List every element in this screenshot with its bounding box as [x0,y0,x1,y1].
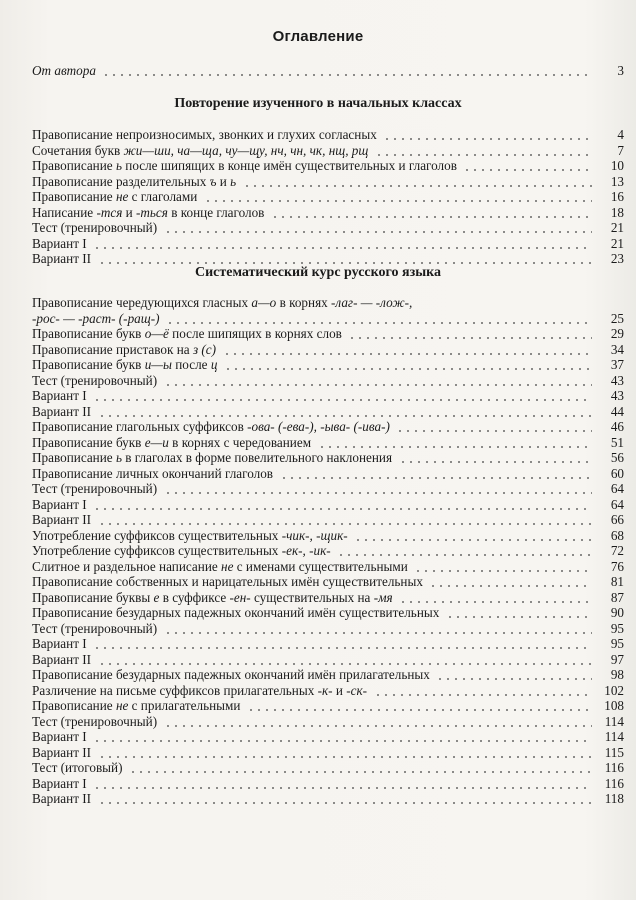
toc-page-number: 64 [610,481,624,496]
toc-page-number: 44 [610,404,624,419]
toc-entry[interactable] [32,728,626,745]
page-title: Оглавление [272,28,364,45]
dot-leader [164,492,592,494]
toc-entry-label: Вариант II [32,745,92,760]
toc-entry-label: Правописание букв о—ё после шипящих в корнях слов [32,326,342,341]
toc-page-number: 72 [610,543,624,558]
section-heading: Повторение изученного в начальных классах [174,96,462,111]
dot-leader [164,231,592,233]
toc-entry-label: Тест (тренировочный) [32,220,158,235]
toc-page-number: 64 [610,497,624,512]
toc-page-number: 37 [610,357,624,372]
toc-entry-label: Правописание личных окончаний глаголов [32,466,274,481]
toc-entry-label: Правописание чередующихся гласных а—о в корнях -лаг- — -лож-, [32,295,413,310]
toc-page-number: 7 [617,143,624,158]
dot-leader [399,601,592,603]
toc-entry[interactable] [32,449,626,466]
toc-entry-label: Сочетания букв жи—ши, ча—ща, чу—щу, нч, чн, чк, нщ, рщ [32,143,369,158]
toc-entry-label: Вариант I [32,236,87,251]
toc-page-number: 60 [610,466,624,481]
dot-leader [93,787,592,789]
toc-entry-label: Вариант II [32,791,92,806]
dot-leader [224,368,592,370]
toc-entry-label: Вариант I [32,388,87,403]
toc-entry-label: Тест (тренировочный) [32,373,158,388]
toc-entry[interactable] [32,604,626,621]
toc-entry[interactable] [32,542,626,559]
toc-page-number: 90 [610,605,624,620]
toc-entry[interactable] [32,635,626,652]
toc-page-number: 23 [610,251,624,266]
toc-page-number: 114 [604,714,624,729]
toc-entry-label: Вариант II [32,404,92,419]
dot-leader [164,384,592,386]
dot-leader [93,740,592,742]
dot-leader [164,725,592,727]
toc-entry-label: Правописание букв е—и в корнях с чередованием [32,435,312,450]
section-heading: Систематический курс русского языка [194,265,442,280]
toc-entry-label: Вариант II [32,251,92,266]
toc-entry-label: Правописание ь после шипящих в конце имён существительных и глаголов [32,158,457,173]
toc-entry[interactable] [32,157,626,174]
toc-page-number: 76 [610,559,624,574]
dot-leader [164,632,592,634]
toc-entry[interactable] [32,666,626,683]
toc-page-number: 114 [604,729,624,744]
toc-entry[interactable] [32,790,626,807]
toc-entry-label: От автора [32,63,96,78]
dot-leader [414,570,592,572]
dot-leader [280,477,592,479]
dot-leader [98,802,592,804]
toc-entry[interactable] [32,697,626,714]
toc-entry[interactable] [32,356,626,373]
toc-entry-label: Правописание непроизносимых, звонких и глухих согласных [32,127,377,142]
toc-entry[interactable] [32,573,626,590]
dot-leader [429,585,592,587]
toc-page-number: 25 [610,311,624,326]
dot-leader [102,74,592,76]
toc-page-number: 21 [610,236,624,251]
toc-page-number: 46 [610,419,624,434]
dot-leader [463,169,592,171]
dot-leader [375,154,592,156]
toc-page-number: 4 [617,127,624,142]
toc-page-number: 68 [610,528,624,543]
toc-entry-label: Правописание безударных падежных окончаний имён прилагательных [32,667,430,682]
toc-entry-label: Правописание букв и—ы после ц [32,357,218,372]
toc-page-number: 87 [610,590,624,605]
dot-leader [93,399,592,401]
toc-entry[interactable] [32,294,626,311]
toc-entry-label: Правописание глагольных суффиксов -ова- (-ева-), -ыва- (-ива-) [32,419,390,434]
toc-entry-label: Употребление суффиксов существительных -чик-, -щик- [32,528,348,543]
toc-entry-label: Правописание собственных и нарицательных имён существительных [32,574,423,589]
toc-page-number: 118 [604,791,624,806]
dot-leader [93,508,592,510]
toc-entry-label: Правописание разделительных ъ и ь [32,174,237,189]
dot-leader [374,694,592,696]
dot-leader [271,216,592,218]
toc-page-number: 43 [610,388,624,403]
toc-entry[interactable] [32,387,626,404]
toc-page-number: 29 [610,326,624,341]
toc-entry-label: Правописание не с глаголами [32,189,198,204]
toc-page-number: 66 [610,512,624,527]
toc-page-number: 81 [610,574,624,589]
toc-entry-label: Вариант II [32,512,92,527]
toc-entry[interactable] [32,759,626,776]
dot-leader [98,663,592,665]
toc-page-number: 115 [604,745,624,760]
toc-page-number: 10 [610,158,624,173]
dot-leader [98,523,592,525]
dot-leader [396,430,592,432]
dot-leader [98,415,592,417]
toc-entry[interactable] [32,325,626,342]
toc-entry-label: Различение на письме суффиксов прилагательных -к- и -ск- [32,683,368,698]
toc-page-number: 18 [610,205,624,220]
dot-leader [446,616,592,618]
toc-entry-label: Вариант II [32,652,92,667]
toc-entry[interactable] [32,480,626,497]
dot-leader [204,200,592,202]
toc-entry-label: Правописание безударных падежных окончаний имён существительных [32,605,440,620]
dot-leader [318,446,592,448]
toc-entry[interactable] [32,188,626,205]
toc-entry[interactable] [32,511,626,528]
toc-page-number: 98 [610,667,624,682]
toc-page-number: 3 [617,63,624,78]
toc-page-number: 21 [610,220,624,235]
toc-page-number: 108 [604,698,624,713]
toc-entry-label: Вариант I [32,497,87,512]
toc-page-number: 97 [610,652,624,667]
toc-page-number: 116 [604,760,624,775]
toc-page-number: 116 [604,776,624,791]
toc-entry[interactable] [32,219,626,236]
toc-entry-intro[interactable] [32,62,626,79]
dot-leader [98,756,592,758]
dot-leader [383,138,592,140]
toc-entry-label: Правописание буквы е в суффиксе -ен- существительных на -мя [32,590,393,605]
toc-entry-label: Слитное и раздельное написание не с именами существительными [32,559,408,574]
toc-entry-label: Вариант I [32,776,87,791]
toc-page-number: 16 [610,189,624,204]
toc-entry-label: Тест (тренировочный) [32,621,158,636]
dot-leader [93,247,592,249]
toc-page-number: 95 [610,636,624,651]
toc-entry-label: Тест (итоговый) [32,760,123,775]
toc-page-number: 13 [610,174,624,189]
dot-leader [166,322,592,324]
dot-leader [399,461,592,463]
toc-entry-label: Вариант I [32,729,87,744]
toc-entry-label: Правописание приставок на з (с) [32,342,217,357]
toc-page-number: 34 [610,342,624,357]
toc-page-number: 102 [604,683,624,698]
toc-entry-label: Вариант I [32,636,87,651]
dot-leader [337,554,592,556]
toc-entry-label: Тест (тренировочный) [32,714,158,729]
dot-leader [93,647,592,649]
toc-entry-label: Тест (тренировочный) [32,481,158,496]
toc-entry-label: Правописание ь в глаголах в форме повелительного наклонения [32,450,393,465]
dot-leader [354,539,592,541]
dot-leader [348,337,592,339]
dot-leader [223,353,592,355]
toc-page-number: 95 [610,621,624,636]
toc-entry[interactable] [32,418,626,435]
toc-page-number: 51 [610,435,624,450]
toc-entry-label: Употребление суффиксов существительных -ек-, -ик- [32,543,331,558]
dot-leader [243,185,592,187]
toc-page-number: 56 [610,450,624,465]
toc-entry-label: -рос- — -раст- (-ращ-) [32,311,160,326]
dot-leader [129,771,592,773]
dot-leader [98,262,592,264]
dot-leader [247,709,592,711]
toc-entry-label: Написание -тся и -ться в конце глаголов [32,205,265,220]
toc-entry-label: Правописание не с прилагательными [32,698,241,713]
toc-page-number: 43 [610,373,624,388]
toc-entry[interactable] [32,126,626,143]
dot-leader [436,678,592,680]
